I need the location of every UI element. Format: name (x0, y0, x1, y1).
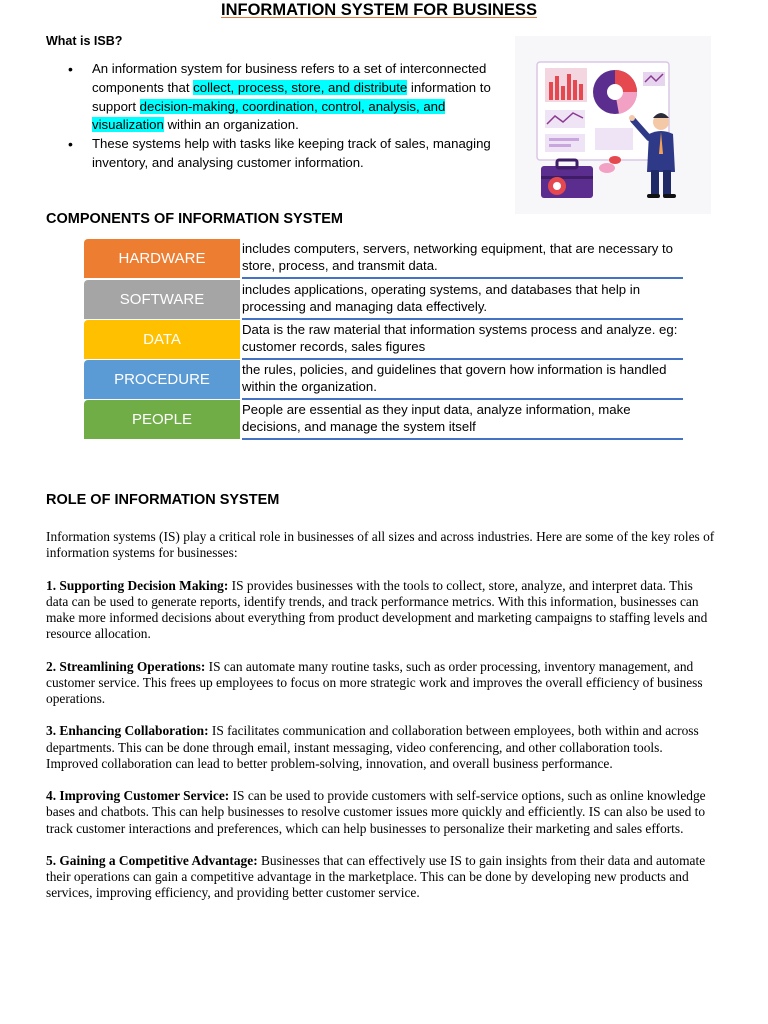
section-heading-what-is: What is ISB? (46, 34, 123, 48)
intro-bullet-1 (46, 60, 516, 135)
role-intro-paragraph: Information systems (IS) play a critical role in businesses of all sizes and across industries. Here are some of the key roles of information systems for businesses: (46, 529, 715, 561)
component-row-data (84, 320, 683, 359)
role-point-5 (46, 853, 718, 902)
role-point-1-text: IS provides businesses with the tools to collect, store, analyze, and interpret data. This data can be used to generate reports, identify trends, and track performance metrics. With this information, businesses can make more informed decisions about everything from product development and marketing campaigns to staffing levels and resource allocation. (46, 577, 708, 642)
role-point-3-title: 3. Enhancing Collaboration: (46, 723, 209, 739)
bullet1-text-b: information to support (92, 79, 491, 114)
analytics-illustration-icon (515, 36, 711, 214)
page-title (0, 1, 758, 20)
role-point-3-text: IS facilitates communication and collaboration between employees, both within and across departments. This can be done through email, instant messaging, video conferencing, and other collaboration tools. Improved collaboration can lead to better problem-solving, innovation, and overall business performance. (46, 723, 699, 771)
business-analytics-illustration (515, 36, 711, 214)
component-desc-people: People are essential as they input data, analyze information, make decisions, and manage the system itself (242, 400, 683, 440)
page-title-text: INFORMATION SYSTEM FOR BUSINESS (221, 1, 537, 19)
bullet1-highlight-b: decision-making, coordination, control, analysis, and visualization (92, 98, 446, 133)
component-desc-software: includes applications, operating systems, and databases that help in processing and managing data effectively. (242, 280, 683, 320)
bullet1-highlight-a: collect, process, store, and distribute (193, 79, 408, 95)
section-heading-components: COMPONENTS OF INFORMATION SYSTEM (46, 211, 343, 227)
bullet1-text-c: within an organization. (163, 117, 299, 133)
component-desc-hardware: includes computers, servers, networking equipment, that are necessary to store, process, and transmit data. (242, 239, 683, 279)
section-heading-role: ROLE OF INFORMATION SYSTEM (46, 492, 280, 508)
bullet1-text-a: An information system for business refers to a set of interconnected components that (92, 61, 487, 95)
role-point-5-text: Businesses that can effectively use IS to gain insights from their data and automate their operations can gain a competitive advantage in the marketplace. This can be done by developing new products and services, improving efficiency, and providing better customer service. (46, 852, 706, 901)
component-label-people: PEOPLE (84, 400, 240, 439)
role-point-1 (46, 578, 718, 643)
component-row-hardware (84, 239, 683, 278)
component-desc-data: Data is the raw material that information systems process and analyze. eg: customer records, sales figures (242, 320, 683, 360)
role-point-4 (46, 788, 718, 837)
role-point-4-text: IS can be used to provide customers with self-service options, such as online knowledge bases and chatbots. This can help businesses to resolve customer issues more quickly and efficiently. IS can also be used to track customer interactions and preferences, which can help businesses to personalize their marketing and sales efforts. (46, 788, 706, 836)
component-label-software: SOFTWARE (84, 280, 240, 319)
component-label-data: DATA (84, 320, 240, 359)
component-desc-procedure: the rules, policies, and guidelines that govern how information is handled within the organization. (242, 360, 683, 400)
component-label-hardware: HARDWARE (84, 239, 240, 278)
role-point-2-text: IS can automate many routine tasks, such as order processing, inventory management, and customer service. This frees up employees to focus on more strategic work and improves the overall efficiency of business operations. (46, 658, 703, 706)
role-point-2 (46, 659, 718, 708)
component-row-software (84, 280, 683, 319)
intro-bullet-list (46, 60, 516, 173)
role-point-3 (46, 723, 718, 772)
component-row-people (84, 400, 683, 439)
role-point-1-title: 1. Supporting Decision Making: (46, 577, 229, 593)
component-label-procedure: PROCEDURE (84, 360, 240, 399)
role-body (46, 529, 718, 918)
role-point-2-title: 2. Streamlining Operations: (46, 658, 206, 674)
component-row-procedure (84, 360, 683, 399)
intro-bullet-2: • These systems help with tasks like keeping track of sales, managing inventory, and analysing customer information. (46, 135, 516, 173)
role-point-5-title: 5. Gaining a Competitive Advantage: (46, 852, 258, 868)
role-point-4-title: 4. Improving Customer Service: (46, 788, 230, 804)
